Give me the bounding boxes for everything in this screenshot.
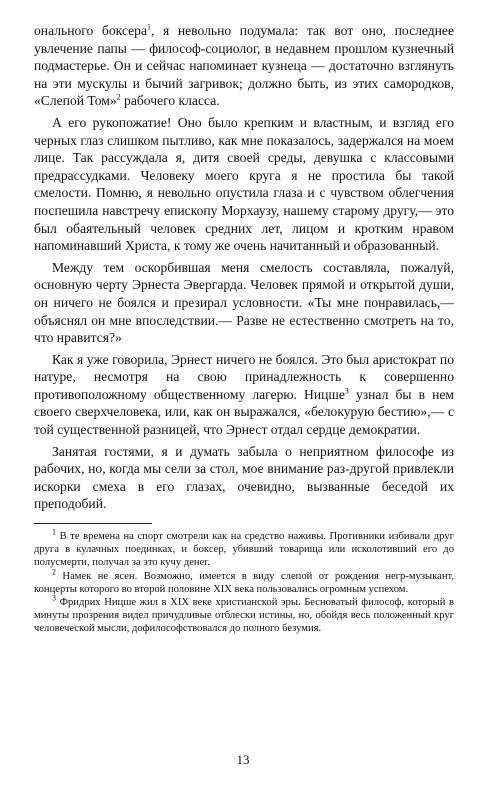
text-run: , я невольно подумала: так вот оно, последнее увлечение папы — философ-социолог, в недавнем прошлом кузнечный подмастерье. Он и сейчас напоминает кузнеца — достаточно взглянуть на эти мускулы и бычий загривок; должно быть, из этих самородков, «Слепой Том»	[34, 23, 454, 109]
text-run: онального боксера	[34, 23, 147, 38]
footnote-text: Намек не ясен. Возможно, имеется в виду слепой от рождения негр-музыкант, концерты которого во второй половине XIX века пользовались огромным успехом.	[34, 570, 454, 595]
footnote-1	[34, 527, 454, 570]
paragraph-5: Занятая гостями, я и думать забыла о неприятном философе из рабочих, но, когда мы сели за стол, мое внимание раз-другой привлекли искорки смеха в его глазах, очевидно, вызванные беседой их преподобий.	[34, 443, 454, 512]
main-text	[34, 22, 454, 513]
paragraph-1	[34, 22, 454, 110]
footnote-mark: 3	[52, 593, 56, 603]
text-run: узнал бы в нем своего сверхчеловека, или, как он выражался, «белокурую бестию»,— с той существенной разницей, что Эрнест отдал сердце демократии.	[34, 386, 455, 438]
text-run: рабочего класса.	[120, 93, 220, 109]
footnote-ref-2: 2	[116, 92, 121, 102]
footnote-ref-3: 3	[344, 386, 349, 396]
text-run: Как я уже говорила, Эрнест ничего не боялся. Это был аристократ по натуре, несмотря на свою принадлежность к совершенно противоположному общественному лагерю. Ницше	[34, 351, 454, 402]
footnote-divider	[34, 523, 152, 524]
footnote-mark: 2	[52, 567, 56, 577]
footnote-2	[34, 567, 454, 596]
footnote-text: В те времена на спорт смотрели как на средство наживы. Противники избивали друг друга в кулачных поединках, и боксер, убивший товарища или исколотивший его до полусмерти, получал за это кучу денег.	[34, 531, 454, 569]
footnote-ref-1: 1	[146, 22, 151, 32]
page-number: 13	[236, 752, 250, 767]
footnote-3	[34, 593, 454, 636]
paragraph-2: А его рукопожатие! Оно было крепким и властным, и взгляд его черных глаз слишком пытливо, как мне показалось, задержался на моем лице. Так рассуждала я, дитя своей среды, девушка с классовыми предрассудками. Человеку моего круга я не простила бы такой смелости. Помню, я невольно опустила глаза и с чувством облегчения поспешила навстречу епископу Морхаузу, нашему старому другу,— это был обаятельный человек средних лет, лицом и кротким нравом напоминавший Христа, к тому же очень начитанный и образованный.	[34, 114, 454, 254]
footnotes	[34, 527, 454, 636]
paragraph-4	[34, 351, 454, 439]
footnote-text: Фридрих Ницше жил в XIX веке христианской эры. Бесноватый философ, который в минуты прозрения видел причудливые отблески истины, но, обойдя весь положенный круг человеческой мысли, дофилософствовался до полного безумия.	[34, 597, 454, 635]
paragraph-3: Между тем оскорбившая меня смелость составляла, пожалуй, основную черту Эрнеста Эвергарда. Человек прямой и открытой души, он ничего не боялся и презирал условности. «Ты мне понравилась,— объяснял он мне впоследствии.— Разве не естественно смотреть на то, что нравится?»	[34, 259, 454, 346]
footnote-mark: 1	[52, 527, 56, 537]
book-page	[34, 22, 454, 636]
